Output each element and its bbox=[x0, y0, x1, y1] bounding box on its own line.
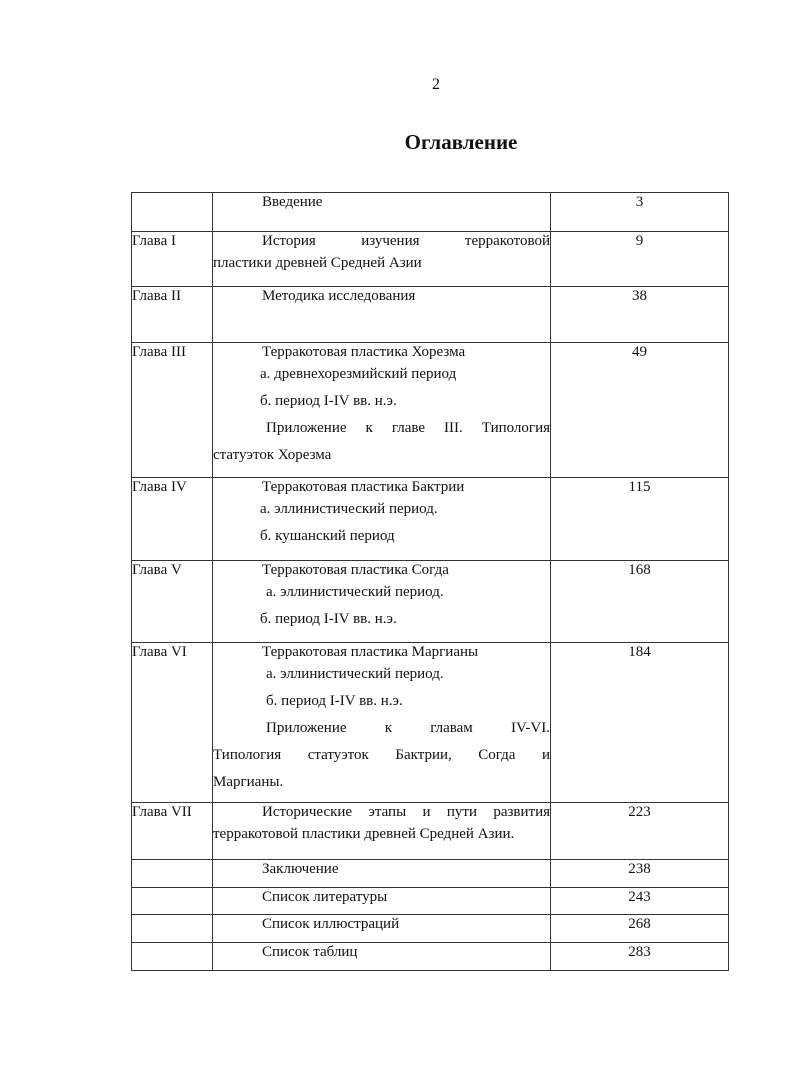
toc-row-chapter-7 bbox=[132, 803, 729, 860]
page-cell: 268 bbox=[551, 915, 729, 943]
page-cell: 168 bbox=[551, 561, 729, 643]
entry-subitem: а. эллинистический период. bbox=[266, 666, 444, 682]
entry-title: Терракотовая пластика Бактрии bbox=[262, 479, 465, 495]
page-cell: 238 bbox=[551, 860, 729, 888]
chapter-cell: Глава I bbox=[132, 232, 213, 287]
toc-row-bibliography bbox=[132, 888, 729, 915]
toc-row-chapter-6 bbox=[132, 643, 729, 803]
page-cell: 184 bbox=[551, 643, 729, 803]
entry-line: Маргианы. bbox=[213, 774, 284, 790]
entry-title: История изучения терракотовой bbox=[262, 233, 550, 249]
entry-line: статуэток Хорезма bbox=[213, 447, 332, 463]
entry-title: Терракотовая пластика Маргианы bbox=[262, 644, 479, 660]
chapter-cell: Глава V bbox=[132, 561, 213, 643]
entry-subitem: а. эллинистический период. bbox=[260, 501, 438, 517]
page-title: Оглавление bbox=[404, 130, 518, 154]
entry-title: Заключение bbox=[262, 861, 339, 877]
page-cell: 283 bbox=[551, 943, 729, 971]
page-number: 2 bbox=[432, 76, 440, 93]
chapter-cell bbox=[132, 915, 213, 943]
entry-appendix: Приложение к главам IV-VI. bbox=[266, 720, 550, 736]
chapter-cell: Глава VI bbox=[132, 643, 213, 803]
page-cell: 49 bbox=[551, 343, 729, 478]
entry-appendix: Приложение к главе III. Типология bbox=[266, 420, 550, 436]
entry-title: Методика исследования bbox=[262, 288, 416, 304]
chapter-cell: Глава III bbox=[132, 343, 213, 478]
toc-row-tables bbox=[132, 943, 729, 971]
chapter-cell bbox=[132, 943, 213, 971]
entry-subitem: б. период I-IV вв. н.э. bbox=[266, 693, 403, 709]
toc-row-conclusion bbox=[132, 860, 729, 888]
page-cell: 3 bbox=[551, 193, 729, 232]
chapter-cell bbox=[132, 193, 213, 232]
page-cell: 223 bbox=[551, 803, 729, 860]
entry-subitem: а. эллинистический период. bbox=[266, 584, 444, 600]
entry-title: Терракотовая пластика Согда bbox=[262, 562, 449, 578]
page-cell: 243 bbox=[551, 888, 729, 915]
toc-row-chapter-2 bbox=[132, 287, 729, 343]
entry-title: Исторические этапы и пути развития bbox=[262, 804, 550, 820]
toc-row-illustrations bbox=[132, 915, 729, 943]
toc-row-chapter-5 bbox=[132, 561, 729, 643]
chapter-cell bbox=[132, 888, 213, 915]
chapter-cell: Глава VII bbox=[132, 803, 213, 860]
entry-line: пластики древней Средней Азии bbox=[213, 255, 422, 271]
toc-table bbox=[131, 192, 729, 971]
entry-subitem: а. древнехорезмийский период bbox=[260, 366, 457, 382]
entry-title: Список таблиц bbox=[262, 944, 358, 960]
entry-subitem: б. период I-IV вв. н.э. bbox=[260, 611, 397, 627]
page-cell: 115 bbox=[551, 478, 729, 561]
entry-line: Типология статуэток Бактрии, Согда и bbox=[213, 747, 550, 763]
toc-row-chapter-1 bbox=[132, 232, 729, 287]
toc-row-introduction bbox=[132, 193, 729, 232]
toc-row-chapter-4 bbox=[132, 478, 729, 561]
chapter-cell: Глава II bbox=[132, 287, 213, 343]
page-cell: 9 bbox=[551, 232, 729, 287]
entry-title: Введение bbox=[262, 194, 323, 210]
entry-title: Список литературы bbox=[262, 889, 388, 905]
entry-title: Терракотовая пластика Хорезма bbox=[262, 344, 466, 360]
entry-title: Список иллюстраций bbox=[262, 916, 400, 932]
entry-subitem: б. кушанский период bbox=[260, 528, 395, 544]
chapter-cell: Глава IV bbox=[132, 478, 213, 561]
chapter-cell bbox=[132, 860, 213, 888]
page-cell: 38 bbox=[551, 287, 729, 343]
toc-row-chapter-3 bbox=[132, 343, 729, 478]
entry-line: терракотовой пластики древней Средней Азии. bbox=[213, 826, 515, 842]
entry-subitem: б. период I-IV вв. н.э. bbox=[260, 393, 397, 409]
